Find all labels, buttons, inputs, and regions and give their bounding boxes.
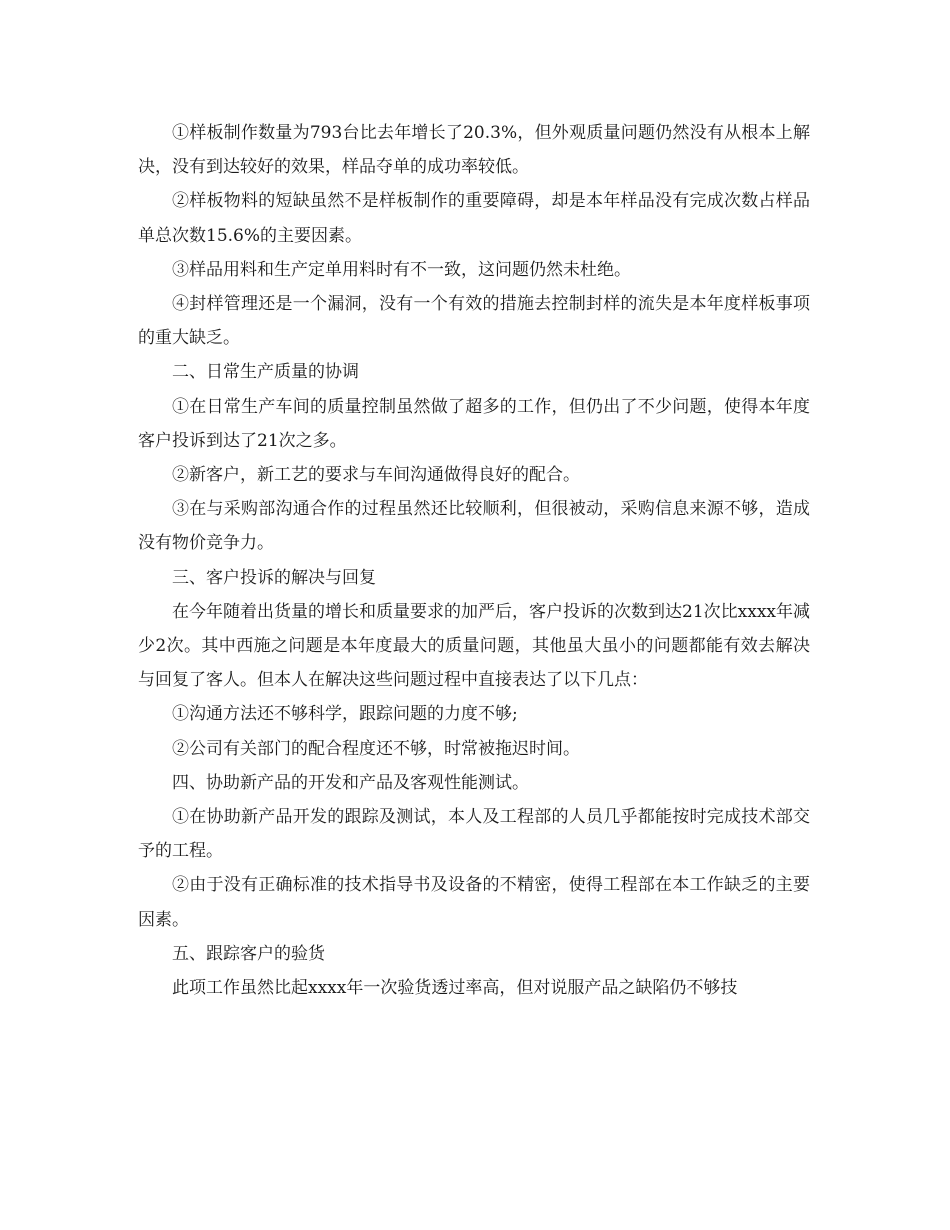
paragraph-sealed-sample-management: ④封样管理还是一个漏洞，没有一个有效的措施去控制封样的流失是本年度样板事项的重大缺乏。 — [138, 294, 810, 349]
paragraph-technical-guidance: ②由于没有正确标准的技术指导书及设备的不精密，使得工程部在本工作缺乏的主要因素。 — [138, 875, 810, 930]
paragraph-purchasing-cooperation: ③在与采购部沟通合作的过程虽然还比较顺利，但很被动，采购信息来源不够，造成没有物价竞争力。 — [138, 499, 810, 554]
heading-customer-inspection: 五、跟踪客户的验货 — [172, 943, 325, 964]
paragraph-workshop-quality-control: ①在日常生产车间的质量控制虽然做了超多的工作，但仍出了不少问题，使得本年度客户投诉到达了21次之多。 — [138, 396, 810, 451]
paragraph-department-cooperation: ②公司有关部门的配合程度还不够，时常被拖迟时间。 — [172, 738, 580, 759]
paragraph-complaint-summary: 在今年随着出货量的增长和质量要求的加严后，客户投诉的次数到达21次比xxxx年减少2次。其中西施之问题是本年度最大的质量问题，其他虽大虽小的问题都能有效去解决与回复了客人。但本人在解决这些问题过程中直接表达了以下几点： — [138, 601, 810, 691]
document-body — [138, 116, 810, 1005]
paragraph-inspection-pass-rate: 此项工作虽然比起xxxx年一次验货透过率高，但对说服产品之缺陷仍不够技 — [172, 978, 738, 999]
paragraph-sample-quantity: ①样板制作数量为793台比去年增长了20.3%，但外观质量问题仍然没有从根本上解决，没有到达较好的效果，样品夺单的成功率较低。 — [138, 123, 810, 178]
paragraph-material-shortage: ②样板物料的短缺虽然不是样板制作的重要障碍，却是本年样品没有完成次数占样品单总次数15.6%的主要因素。 — [138, 191, 810, 246]
paragraph-material-consistency: ③样品用料和生产定单用料时有不一致，这问题仍然未杜绝。 — [172, 259, 631, 280]
heading-customer-complaints: 三、客户投诉的解决与回复 — [172, 567, 376, 588]
paragraph-development-tracking: ①在协助新产品开发的跟踪及测试，本人及工程部的人员几乎都能按时完成技术部交予的工程。 — [138, 807, 810, 862]
heading-new-product-development: 四、协助新产品的开发和产品及客观性能测试。 — [172, 772, 529, 793]
paragraph-communication-method: ①沟通方法还不够科学，跟踪问题的力度不够; — [172, 704, 518, 725]
paragraph-new-customer-process: ②新客户，新工艺的要求与车间沟通做得良好的配合。 — [172, 465, 580, 486]
heading-daily-production-quality: 二、日常生产质量的协调 — [172, 362, 359, 383]
